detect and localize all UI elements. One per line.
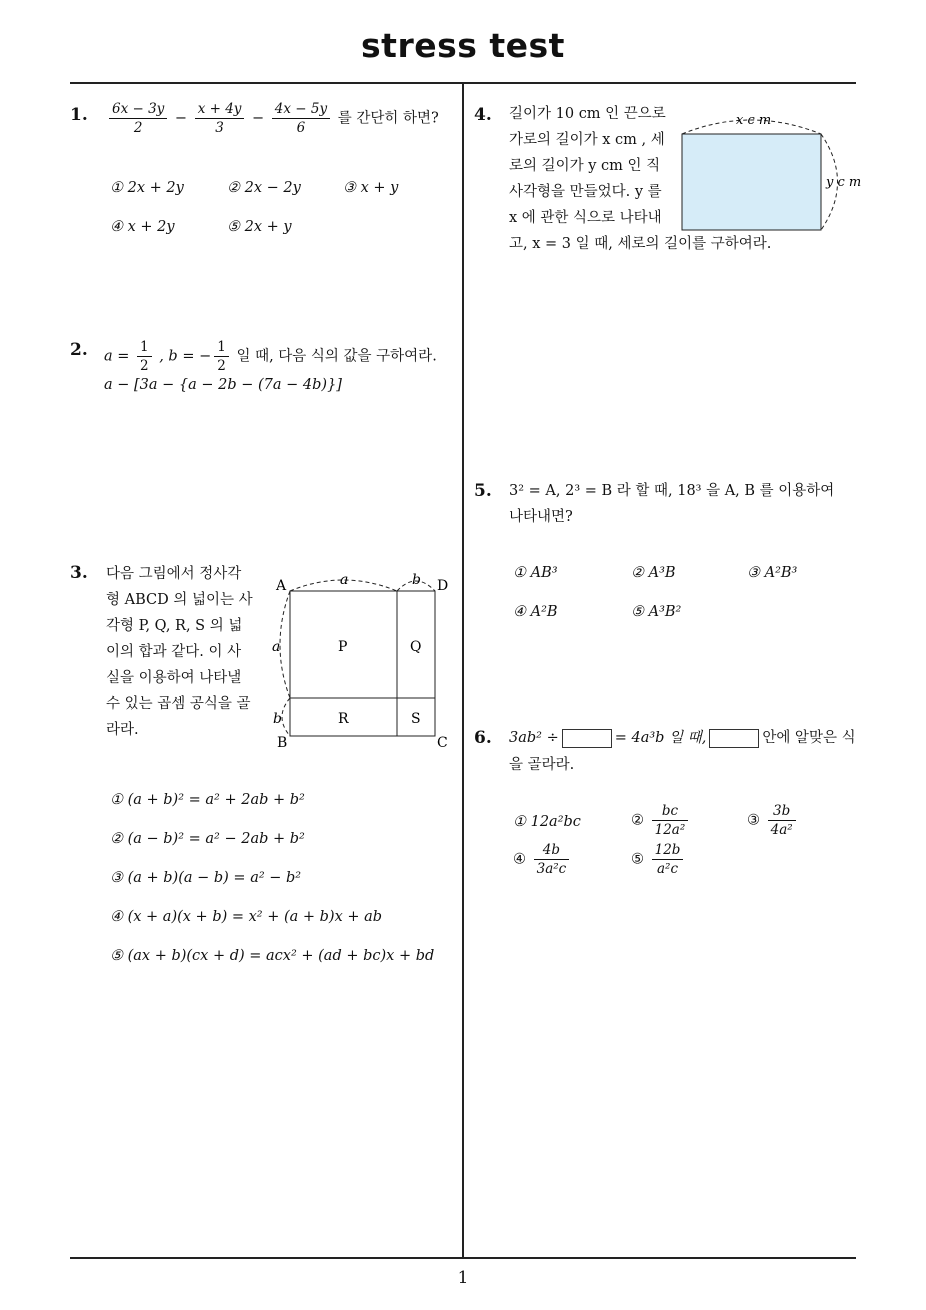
region-s-label: S: [411, 711, 421, 727]
q1-fraction-1: $\frac{6x - 3y}{2}$: [109, 100, 167, 137]
q2-expression: a − [3a − {a − 2b − (7a − 4b)}]: [104, 377, 342, 393]
column-divider: [462, 83, 464, 1258]
q5-choice-2[interactable]: ② A³B: [631, 565, 676, 581]
q3-choice-2[interactable]: ② (a − b)² = a² − 2ab + b²: [110, 831, 305, 847]
q3-number: 3.: [70, 563, 88, 583]
q3-text: 다음 그림에서 정사각 형 ABCD 의 넓이는 사 각형 P, Q, R, S 의 넓 이의 합과 같다. 이 사 실을 이용하여 나타낼 수 있는 곱셈 공식을 골 라라.: [106, 566, 253, 738]
q4-rectangle: [682, 134, 821, 230]
top-a-label: a: [340, 572, 349, 588]
q1-fraction-2: $\frac{x + 4y}{3}$: [195, 100, 245, 137]
q5-line-2: 나타내면?: [509, 509, 573, 525]
q3-square-figure: [266, 565, 458, 755]
q2-stem: a = $\frac{1}{2}$ , b = − $\frac{1}{2}$ 일 때, 다음 식의 값을 구하여라.: [104, 339, 437, 374]
q6-choice-4[interactable]: ④ $\frac{4b}{\text{3a²c}}$: [513, 841, 572, 878]
footer-rule: [70, 1257, 856, 1259]
q1-choice-1[interactable]: ① 2x + 2y: [110, 180, 184, 196]
q5-choice-3[interactable]: ③ A²B³: [747, 565, 798, 581]
q4-rectangle-figure: [676, 108, 866, 233]
q6-choice-1[interactable]: ① 12a²bc: [513, 814, 581, 830]
q2-number: 2.: [70, 340, 88, 360]
q1-stem: $\frac{6x - 3y}{2}$ − $\frac{x + 4y}{3}$ − $\frac{4x - 5y}{6}$ 를 간단히 하면?: [106, 100, 439, 137]
q5-choice-5[interactable]: ⑤ A³B²: [631, 604, 682, 620]
page-number: 1: [457, 1268, 469, 1288]
corner-label-b: B: [277, 735, 288, 751]
q6-blank-box[interactable]: [562, 729, 612, 748]
left-a-label: a: [272, 639, 281, 655]
q6-choice-2[interactable]: ② $\frac{bc}{\text{12a²}}$: [631, 802, 691, 839]
q6-blank-box-ref: [709, 729, 759, 748]
corner-label-d: D: [437, 578, 449, 594]
q5-choice-1[interactable]: ① AB³: [513, 565, 558, 581]
q1-number: 1.: [70, 105, 88, 125]
q2-fraction-a: $\frac{1}{2}$: [137, 338, 152, 375]
q3-choice-5[interactable]: ⑤ (ax + b)(cx + d) = acx² + (ad + bc)x + bd: [110, 948, 435, 964]
page-title: stress test: [361, 26, 565, 65]
corner-label-c: C: [437, 735, 448, 751]
q4-text: 길이가 10 cm 인 끈으로 가로의 길이가 x cm , 세 로의 길이가 y cm 인 직 사각형을 만들었다. y 를 x 에 관한 식으로 나타내 고, x = 3 일 때, 세로의 길이를 구하여라.: [509, 106, 772, 252]
left-b-label: b: [273, 711, 282, 727]
region-p-label: P: [338, 639, 348, 655]
q1-choice-5[interactable]: ⑤ 2x + y: [227, 219, 292, 235]
q4-width-label: x c m: [736, 113, 772, 128]
top-b-label: b: [412, 572, 421, 588]
q3-choice-3[interactable]: ③ (a + b)(a − b) = a² − b²: [110, 870, 302, 886]
q2-fraction-b: $\frac{1}{2}$: [214, 338, 229, 375]
q6-line-2: 을 골라라.: [509, 757, 575, 773]
q5-line-1: 3² = A, 2³ = B 라 할 때, 18³ 을 A, B 를 이용하여: [509, 483, 835, 499]
q3-choice-4[interactable]: ④ (x + a)(x + b) = x² + (a + b)x + ab: [110, 909, 383, 925]
q6-choice-3[interactable]: ③ $\frac{3b}{\text{4a²}}$: [747, 802, 799, 839]
q6-stem: 3ab² ÷ = 4a³b 일 때, 안에 알맞은 식: [509, 730, 856, 746]
q1-choice-3[interactable]: ③ x + y: [343, 180, 399, 196]
q5-number: 5.: [474, 481, 492, 501]
q4-height-label: y c m: [826, 175, 862, 190]
q1-choice-4[interactable]: ④ x + 2y: [110, 219, 175, 235]
q1-fraction-3: $\frac{4x - 5y}{6}$: [272, 100, 330, 137]
q5-choice-4[interactable]: ④ A²B: [513, 604, 558, 620]
q1-choice-2[interactable]: ② 2x − 2y: [227, 180, 301, 196]
region-q-label: Q: [410, 639, 422, 655]
region-r-label: R: [338, 711, 349, 727]
q6-choice-5[interactable]: ⑤ $\frac{12b}{\text{a²c}}$: [631, 841, 686, 878]
q6-number: 6.: [474, 728, 492, 748]
q3-choice-1[interactable]: ① (a + b)² = a² + 2ab + b²: [110, 792, 305, 808]
corner-label-a: A: [276, 578, 287, 594]
q4-number: 4.: [474, 105, 492, 125]
